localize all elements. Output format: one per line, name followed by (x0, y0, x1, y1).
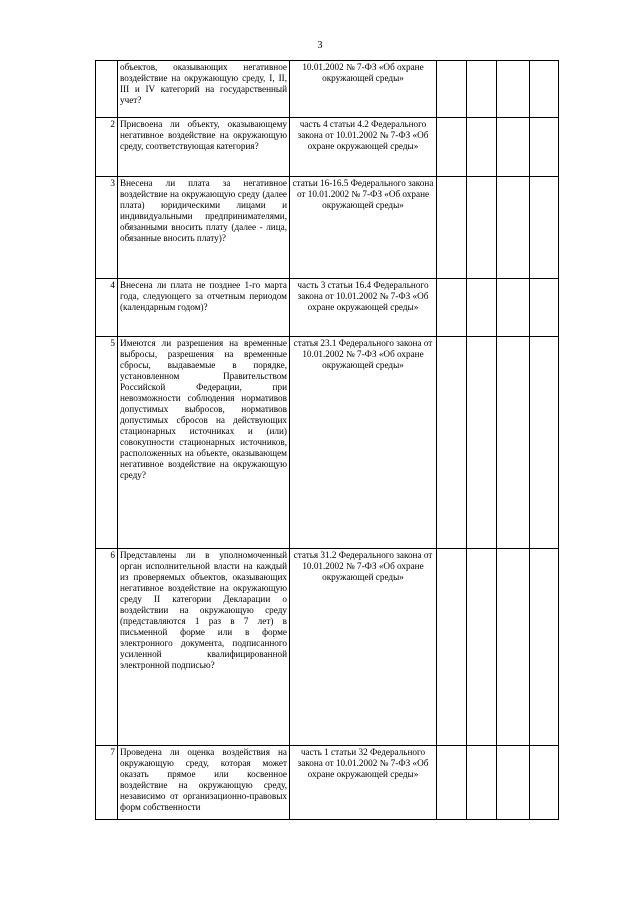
answer-na-cell (497, 177, 530, 279)
table-row (96, 549, 559, 746)
answer-na-cell (497, 549, 530, 746)
row-number: 2 (96, 118, 118, 177)
answer-no-cell (467, 61, 497, 118)
row-number (96, 61, 118, 118)
question-cell: Имеются ли разрешения на временные выбросы, разрешения на временные сбросы, выдаваемые в порядке, установленном Правительством Российской Федерации, при невозможности соблюдения нормативов допустимых выбросов, нормативов допустимых сбросов на действующих стационарных источниках и (или) совокупности стационарных источников, расположенных на объекте, оказывающем негативное воздействие на окружающую среду? (118, 337, 290, 549)
reference-cell: часть 3 статьи 16.4 Федерального закона от 10.01.2002 № 7-ФЗ «Об охране окружающей среды» (290, 279, 437, 337)
answer-na-cell (497, 746, 530, 820)
row-number: 5 (96, 337, 118, 549)
answer-no-cell (467, 177, 497, 279)
notes-cell (530, 746, 559, 820)
answer-no-cell (467, 746, 497, 820)
answer-yes-cell (437, 337, 467, 549)
table-row (96, 177, 559, 279)
row-number: 3 (96, 177, 118, 279)
question-cell: Присвоена ли объекту, оказывающему негативное воздействие на окружающую среду, соответствующая категория? (118, 118, 290, 177)
row-number: 6 (96, 549, 118, 746)
answer-yes-cell (437, 118, 467, 177)
answer-yes-cell (437, 177, 467, 279)
page-number: 3 (317, 40, 323, 51)
notes-cell (530, 177, 559, 279)
answer-no-cell (467, 549, 497, 746)
question-cell: Внесена ли плата за негативное воздействие на окружающую среду (далее плата) юридическими лицами и индивидуальными предпринимателями, обязанными вносить плату (далее - лица, обязанные вносить плату)? (118, 177, 290, 279)
checklist-table (95, 60, 559, 820)
table-row (96, 746, 559, 820)
table-row (96, 118, 559, 177)
table-row (96, 61, 559, 118)
row-number: 7 (96, 746, 118, 820)
answer-na-cell (497, 337, 530, 549)
answer-yes-cell (437, 279, 467, 337)
answer-yes-cell (437, 549, 467, 746)
notes-cell (530, 337, 559, 549)
table-row (96, 279, 559, 337)
answer-na-cell (497, 118, 530, 177)
question-cell: Внесена ли плата не позднее 1-го марта года, следующего за отчетным периодом (календарным годом)? (118, 279, 290, 337)
notes-cell (530, 61, 559, 118)
answer-no-cell (467, 337, 497, 549)
question-cell: Представлены ли в уполномоченный орган исполнительной власти на каждый из проверяемых объектов, оказывающих негативное воздействие на окружающую среду II категории Декларации о воздействии на окружающую среду (представляются 1 раз в 7 лет) в письменной форме или в форме электронного документа, подписанного усиленной квалифицированной электронной подписью? (118, 549, 290, 746)
row-number: 4 (96, 279, 118, 337)
reference-cell: часть 1 статьи 32 Федерального закона от 10.01.2002 № 7-ФЗ «Об охране окружающей среды» (290, 746, 437, 820)
notes-cell (530, 279, 559, 337)
question-cell: Проведена ли оценка воздействия на окружающую среду, которая может оказать прямое или косвенное воздействие на окружающую среду, независимо от организационно-правовых форм собственности (118, 746, 290, 820)
notes-cell (530, 118, 559, 177)
reference-cell: 10.01.2002 № 7-ФЗ «Об охране окружающей среды» (290, 61, 437, 118)
answer-no-cell (467, 279, 497, 337)
reference-cell: статья 31.2 Федерального закона от 10.01.2002 № 7-ФЗ «Об охране окружающей среды» (290, 549, 437, 746)
question-cell: объектов, оказывающих негативное воздействие на окружающую среду, I, II, III и IV категорий на государственный учет? (118, 61, 290, 118)
answer-na-cell (497, 61, 530, 118)
answer-na-cell (497, 279, 530, 337)
notes-cell (530, 549, 559, 746)
answer-yes-cell (437, 61, 467, 118)
table-row (96, 337, 559, 549)
reference-cell: статьи 16-16.5 Федерального закона от 10.01.2002 № 7-ФЗ «Об охране окружающей среды» (290, 177, 437, 279)
answer-yes-cell (437, 746, 467, 820)
reference-cell: статья 23.1 Федерального закона от 10.01.2002 № 7-ФЗ «Об охране окружающей среды» (290, 337, 437, 549)
answer-no-cell (467, 118, 497, 177)
reference-cell: часть 4 статьи 4.2 Федерального закона от 10.01.2002 № 7-ФЗ «Об охране окружающей среды» (290, 118, 437, 177)
